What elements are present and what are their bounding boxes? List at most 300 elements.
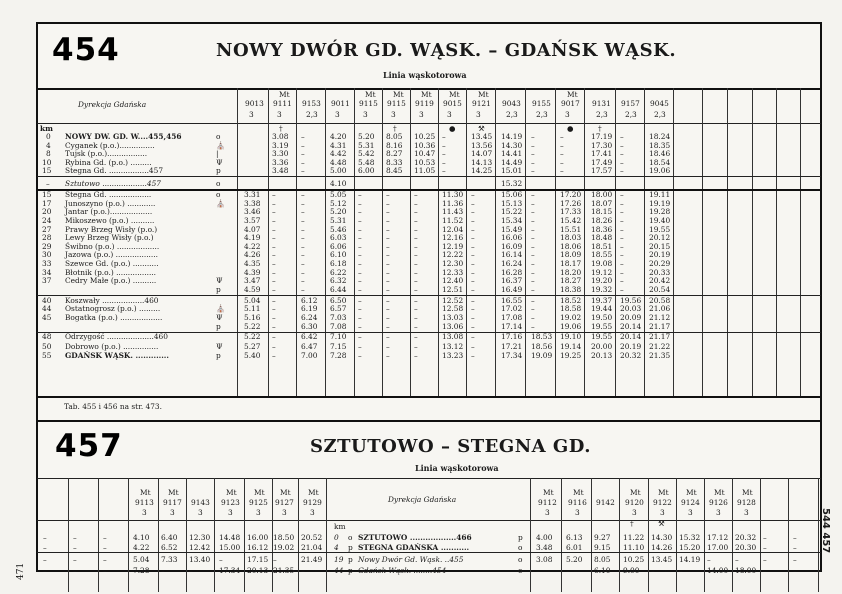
time-cell: – (531, 268, 535, 277)
train-number: 9119 (415, 99, 434, 108)
time-cell: 15.20 (679, 543, 701, 552)
time-cell: 15.06 (501, 190, 523, 199)
train-class: 3 (170, 508, 175, 517)
train-number: 9120 (625, 498, 644, 507)
time-cell: 17.02 (501, 304, 523, 313)
time-cell: – (620, 250, 624, 259)
time-cell: 16.55 (501, 296, 523, 305)
station-mark: o (216, 179, 221, 188)
station-mark: Ψ (216, 276, 223, 285)
time-cell: – (620, 132, 624, 141)
time-cell: 18.09 (560, 250, 582, 259)
time-cell: – (301, 242, 305, 251)
time-cell: 5.20 (566, 555, 583, 564)
time-cell: – (272, 285, 276, 294)
time-cell: – (793, 566, 797, 575)
column-rule (466, 88, 467, 396)
train-class: 3 (198, 508, 203, 517)
time-cell: – (414, 190, 418, 199)
time-cell: – (358, 190, 362, 199)
time-cell: 17.57 (591, 166, 613, 175)
time-cell: 6.10 (594, 566, 611, 575)
time-cell: – (386, 332, 390, 341)
station-mark: p (216, 166, 221, 175)
table-note: Tab. 455 i 456 na str. 473. (64, 402, 162, 411)
time-cell: 7.03 (330, 313, 347, 322)
time-cell: 15.34 (501, 216, 523, 225)
time-cell: 20.32 (620, 351, 642, 360)
station-name: Jazowa (p.o.) .................. (65, 250, 158, 259)
time-cell: 17.33 (560, 207, 582, 216)
time-cell: – (386, 216, 390, 225)
train-class: 3 (256, 508, 261, 517)
time-cell: – (272, 351, 276, 360)
time-cell: – (358, 268, 362, 277)
train-number: 9011 (331, 99, 350, 108)
time-cell: – (386, 259, 390, 268)
km-value: 8 (46, 149, 51, 158)
station-mark: | (216, 149, 219, 158)
station-name: Jantar (p.o.).................. (65, 207, 153, 216)
time-cell: 5.20 (330, 207, 347, 216)
km-value: 0 (334, 533, 339, 542)
station-name: Stegna Gd. .................. (65, 190, 152, 199)
km-value: – (46, 179, 50, 188)
time-cell: 19.08 (591, 259, 613, 268)
time-cell: – (386, 199, 390, 208)
time-cell: – (531, 207, 535, 216)
time-cell: – (103, 566, 107, 575)
time-cell: – (301, 149, 305, 158)
time-cell: – (414, 342, 418, 351)
time-cell: – (414, 199, 418, 208)
time-cell: 6.52 (161, 543, 178, 552)
time-cell: 20.52 (301, 533, 323, 542)
time-cell: – (301, 190, 305, 199)
time-cell: 4.26 (244, 250, 261, 259)
time-cell: – (471, 322, 475, 331)
time-cell: 12.52 (442, 296, 464, 305)
time-cell: 11.43 (442, 207, 464, 216)
time-cell: – (620, 199, 624, 208)
time-cell: 14.07 (471, 149, 493, 158)
time-cell: – (414, 250, 418, 259)
directorate-label: Dyrekcja Gdańska (388, 495, 457, 504)
time-cell: 6.18 (330, 259, 347, 268)
station-name: Cedry Małe (p.o.) .......... (65, 276, 157, 285)
time-cell: – (793, 543, 797, 552)
directorate-label: Dyrekcja Gdańska (78, 100, 147, 109)
section-rule (37, 552, 821, 553)
time-cell: 4.42 (330, 149, 347, 158)
time-cell: 6.19 (301, 304, 318, 313)
time-cell: 19.25 (560, 351, 582, 360)
time-cell: 15.00 (219, 543, 241, 552)
time-cell: 20.15 (649, 242, 671, 251)
table-number-457: 457 (55, 428, 123, 464)
time-cell: – (272, 313, 276, 322)
time-cell: – (471, 313, 475, 322)
time-cell: 16.24 (501, 259, 523, 268)
time-cell: 15.42 (560, 216, 582, 225)
time-cell: – (414, 225, 418, 234)
train-symbol: † (279, 124, 283, 133)
station-mark: ⛪ (216, 199, 226, 208)
station-name: Junoszyno (p.o.) ............ (65, 199, 156, 208)
column-rule (244, 478, 245, 592)
time-cell: – (735, 555, 739, 564)
column-rule (732, 478, 733, 592)
station-mark: p (216, 285, 221, 294)
time-cell: – (414, 285, 418, 294)
table-bottom-rule (37, 396, 821, 398)
station-mark: ⛪ (216, 141, 226, 150)
time-cell: – (103, 533, 107, 542)
time-cell: – (161, 566, 165, 575)
time-cell: 12.04 (442, 225, 464, 234)
time-cell: – (442, 166, 446, 175)
time-cell: 4.22 (133, 543, 150, 552)
time-cell: 13.08 (442, 332, 464, 341)
time-cell: – (43, 543, 47, 552)
time-cell: 3.48 (536, 543, 553, 552)
train-class: 3 (282, 508, 287, 517)
time-cell: 16.49 (501, 285, 523, 294)
time-cell: 19.32 (591, 285, 613, 294)
train-symbol: † (598, 124, 602, 133)
time-cell: – (414, 351, 418, 360)
time-cell: 16.12 (247, 543, 269, 552)
time-cell: – (386, 250, 390, 259)
time-cell: 17.41 (591, 149, 613, 158)
time-cell: – (620, 141, 624, 150)
time-cell: 18.00 (591, 190, 613, 199)
km-value: 34 (42, 268, 52, 277)
time-cell: – (386, 268, 390, 277)
train-class: 3 (545, 508, 550, 517)
time-cell: 6.30 (301, 322, 318, 331)
time-cell: 4.59 (244, 285, 261, 294)
time-cell: – (358, 199, 362, 208)
time-cell: 15.32 (501, 179, 523, 188)
time-cell: – (471, 225, 475, 234)
train-number: 9143 (191, 498, 210, 507)
time-cell: 4.39 (244, 268, 261, 277)
column-rule (530, 478, 531, 592)
column-rule (268, 88, 269, 396)
time-cell: 20.29 (649, 259, 671, 268)
time-cell: 5.05 (330, 190, 347, 199)
time-cell: – (620, 149, 624, 158)
train-number: 9112 (538, 498, 557, 507)
train-mt-marker: Mt (543, 488, 554, 497)
time-cell: – (272, 276, 276, 285)
column-rule (591, 478, 592, 592)
time-cell: – (531, 216, 535, 225)
column-rule (704, 478, 705, 592)
time-cell: 15.32 (679, 533, 701, 542)
time-cell: 5.11 (244, 304, 261, 313)
column-rule (495, 88, 496, 396)
time-cell: 6.00 (358, 166, 375, 175)
time-cell: 11.36 (442, 199, 464, 208)
time-cell: 6.44 (330, 285, 347, 294)
train-class: 2,3 (625, 110, 637, 119)
time-cell: – (358, 304, 362, 313)
train-class: 3 (310, 508, 315, 517)
time-cell: – (414, 242, 418, 251)
time-cell: 4.22 (244, 242, 261, 251)
train-number: 9124 (681, 498, 700, 507)
time-cell: – (73, 533, 77, 542)
column-rule (619, 478, 620, 592)
time-cell: 18.54 (649, 158, 671, 167)
time-cell: – (272, 242, 276, 251)
train-symbol: † (393, 124, 397, 133)
time-cell: 14.00 (707, 566, 729, 575)
time-cell: 11.10 (623, 543, 645, 552)
time-cell: – (189, 566, 193, 575)
train-number: 9155 (532, 99, 551, 108)
time-cell: 8.05 (594, 555, 611, 564)
time-cell: 19.11 (649, 190, 671, 199)
time-cell: 3.19 (272, 141, 289, 150)
time-cell: – (358, 332, 362, 341)
time-cell: – (442, 141, 446, 150)
time-cell: 6.22 (330, 268, 347, 277)
time-cell: 17.20 (560, 190, 582, 199)
km-value: 19 (334, 555, 344, 564)
column-rule (214, 478, 215, 592)
km-value: 40 (42, 296, 52, 305)
time-cell: 11.05 (414, 166, 436, 175)
time-cell: 7.15 (330, 342, 347, 351)
time-cell: – (386, 313, 390, 322)
time-cell: 16.09 (501, 242, 523, 251)
train-class: 2,3 (654, 110, 666, 119)
time-cell: – (620, 216, 624, 225)
train-class: 2,3 (596, 110, 608, 119)
time-cell: 18.46 (649, 149, 671, 158)
time-cell: 20.00 (591, 342, 613, 351)
station-mark: p (216, 351, 221, 360)
time-cell: – (301, 566, 305, 575)
time-cell: 19.12 (591, 268, 613, 277)
time-cell: – (358, 296, 362, 305)
train-class: 3 (249, 110, 254, 119)
time-cell: – (301, 259, 305, 268)
time-cell: – (442, 149, 446, 158)
time-cell: 18.55 (591, 250, 613, 259)
time-cell: 5.20 (358, 132, 375, 141)
time-cell: 4.07 (244, 225, 261, 234)
time-cell: – (386, 190, 390, 199)
time-cell: – (414, 268, 418, 277)
time-cell: 20.14 (620, 322, 642, 331)
time-cell: – (301, 268, 305, 277)
train-symbol: ● (449, 124, 456, 133)
time-cell: – (386, 207, 390, 216)
train-number: 9116 (568, 498, 587, 507)
time-cell: 19.06 (649, 166, 671, 175)
train-number: 9126 (709, 498, 728, 507)
time-cell: – (386, 233, 390, 242)
time-cell: 12.51 (442, 285, 464, 294)
column-rule (676, 478, 677, 592)
column-rule-empty (776, 88, 777, 396)
time-cell: 18.17 (560, 259, 582, 268)
time-cell: 18.06 (560, 242, 582, 251)
time-cell: – (103, 555, 107, 564)
time-cell: – (358, 313, 362, 322)
time-cell: 12.19 (442, 242, 464, 251)
train-class: 3 (688, 508, 693, 517)
time-cell: 19.55 (591, 322, 613, 331)
km-value: 4 (334, 543, 339, 552)
column-rule (555, 88, 556, 396)
time-cell: – (471, 207, 475, 216)
time-cell: – (707, 555, 711, 564)
station-name: Prawy Brzeg Wisły (p.o.) (65, 225, 158, 234)
train-class: 3 (228, 508, 233, 517)
time-cell: – (620, 158, 624, 167)
km-value: 45 (42, 313, 52, 322)
time-cell: – (414, 233, 418, 242)
time-cell: 20.58 (649, 296, 671, 305)
time-cell: – (301, 199, 305, 208)
station-mark: p (216, 322, 221, 331)
time-cell: 20.42 (649, 276, 671, 285)
column-rule-empty (800, 88, 801, 396)
time-cell: – (442, 132, 446, 141)
time-cell: 18.07 (591, 199, 613, 208)
km-value: 30 (42, 250, 52, 259)
column-rule (525, 88, 526, 396)
time-cell: 13.45 (471, 132, 493, 141)
km-value: 28 (42, 233, 52, 242)
time-cell: 13.45 (651, 555, 673, 564)
station-name: Tujsk (p.o.)................. (65, 149, 148, 158)
train-class: 3 (744, 508, 749, 517)
km-value: 33 (42, 259, 52, 268)
time-cell: – (471, 304, 475, 313)
column-rule-empty (752, 88, 753, 396)
time-cell: 18.52 (560, 296, 582, 305)
time-cell: – (73, 543, 77, 552)
time-cell: – (43, 533, 47, 542)
time-cell: – (471, 199, 475, 208)
time-cell: – (272, 233, 276, 242)
time-cell: – (560, 141, 564, 150)
time-cell: 14.19 (501, 132, 523, 141)
station-mark: o (216, 132, 221, 141)
time-cell: 18.36 (591, 225, 613, 234)
time-cell: 3.31 (244, 190, 261, 199)
time-cell: – (531, 276, 535, 285)
time-cell: 5.27 (244, 342, 261, 351)
column-rule (298, 478, 299, 592)
time-cell: 5.12 (330, 199, 347, 208)
time-cell: – (301, 276, 305, 285)
column-rule (382, 88, 383, 396)
time-cell: – (73, 566, 77, 575)
time-cell: – (414, 322, 418, 331)
km-value: 24 (42, 216, 52, 225)
time-cell: 5.00 (330, 166, 347, 175)
time-cell: – (531, 158, 535, 167)
station-name: Błotnik (p.o.) ................. (65, 268, 157, 277)
train-class: 3 (632, 508, 637, 517)
train-number: 9115 (359, 99, 378, 108)
time-cell: – (620, 276, 624, 285)
time-cell: 21.06 (649, 304, 671, 313)
time-cell: – (471, 259, 475, 268)
train-number: 9128 (737, 498, 756, 507)
time-cell: 18.56 (531, 342, 553, 351)
time-cell: 3.38 (244, 199, 261, 208)
time-cell: – (560, 166, 564, 175)
train-mt-marker: Mt (140, 488, 151, 497)
column-rule (325, 88, 326, 396)
train-mt-marker: Mt (226, 488, 237, 497)
train-class: 3 (277, 110, 282, 119)
time-cell: 13.06 (442, 322, 464, 331)
train-symbol: ⚒ (658, 519, 665, 528)
train-class: 3 (575, 508, 580, 517)
time-cell: 19.50 (591, 313, 613, 322)
km-header: km (40, 124, 53, 133)
time-cell: 15.49 (501, 225, 523, 234)
time-cell: 17.16 (501, 332, 523, 341)
time-cell: 17.19 (591, 132, 613, 141)
time-cell: 20.33 (649, 268, 671, 277)
time-cell: – (531, 304, 535, 313)
time-cell: – (358, 342, 362, 351)
time-cell: 18.51 (591, 242, 613, 251)
column-rule-first (237, 88, 238, 396)
km-value: 15 (42, 166, 52, 175)
time-cell: – (301, 285, 305, 294)
time-cell: 15.13 (501, 199, 523, 208)
time-cell: 3.36 (272, 158, 289, 167)
train-mt-marker: Mt (742, 488, 753, 497)
time-cell: 5.04 (244, 296, 261, 305)
time-cell: 18.48 (591, 233, 613, 242)
time-cell: – (620, 285, 624, 294)
time-cell: 3.08 (536, 555, 553, 564)
time-cell: – (620, 242, 624, 251)
train-number: 9153 (302, 99, 321, 108)
train-mt-marker: Mt (308, 488, 319, 497)
time-cell: 10.25 (623, 555, 645, 564)
time-cell: 5.48 (358, 158, 375, 167)
train-class: 3 (391, 110, 396, 119)
time-cell: – (531, 233, 535, 242)
train-mt-marker: Mt (279, 90, 290, 99)
train-symbol: ● (567, 124, 574, 133)
time-cell: – (386, 242, 390, 251)
time-cell: – (531, 296, 535, 305)
time-cell: – (272, 216, 276, 225)
time-cell: 4.48 (330, 158, 347, 167)
time-cell: 12.30 (442, 259, 464, 268)
time-cell: 10.25 (414, 132, 436, 141)
time-cell: 17.08 (501, 313, 523, 322)
train-class: 3 (419, 110, 424, 119)
time-cell: – (763, 533, 767, 542)
time-cell: 3.46 (244, 207, 261, 216)
station-name: STEGNA GDAŃSKA ........... (358, 543, 470, 552)
